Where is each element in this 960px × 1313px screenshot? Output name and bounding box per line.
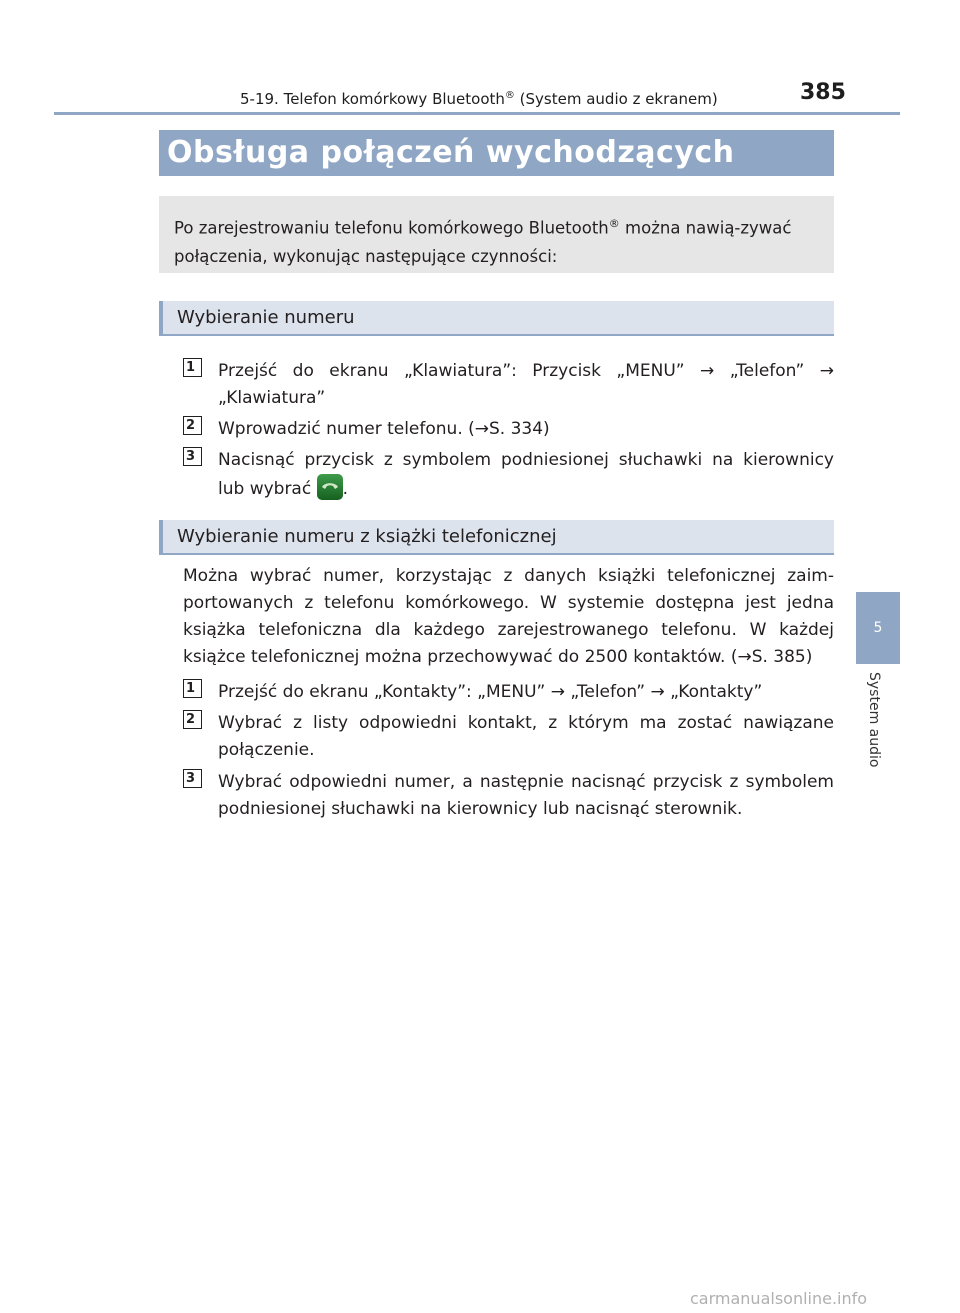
step-text: Nacisnąć przycisk z symbolem podniesionej słuchawki na kierownicy lub wybrać . bbox=[218, 450, 834, 499]
intro-box: Po zarejestrowaniu telefonu komórkowego Bluetooth® można nawią-zywać połączenia, wykonując następujące czynności: bbox=[159, 196, 834, 273]
step-item bbox=[183, 358, 834, 412]
step-item bbox=[183, 710, 834, 764]
step-text: Przejść do ekranu „Kontakty”: „MENU” → „Telefon” → „Kontakty” bbox=[218, 682, 763, 702]
step-item bbox=[183, 447, 834, 503]
step-text: Wybrać odpowiedni numer, a następnie nacisnąć przycisk z symbolem podniesionej słuchawki na kierownicy lub nacisnąć sterownik. bbox=[218, 772, 834, 819]
step-number: 1 bbox=[183, 679, 202, 698]
header-divider bbox=[54, 112, 900, 115]
section-heading: Wybieranie numeru bbox=[159, 301, 834, 336]
step-text: Przejść do ekranu „Klawiatura”: Przycisk „MENU” → „Telefon” → „Klawiatura” bbox=[218, 361, 834, 408]
step-number: 2 bbox=[183, 416, 202, 435]
watermark: carmanualsonline.info bbox=[690, 1289, 868, 1308]
step-number: 3 bbox=[183, 447, 202, 466]
step-item bbox=[183, 769, 834, 823]
page-title: Obsługa połączeń wychodzących bbox=[159, 130, 834, 176]
chapter-tab: 5 bbox=[856, 592, 900, 664]
chapter-label: System audio bbox=[866, 672, 882, 768]
step-text: Wybrać z listy odpowiedni kontakt, z którym ma zostać nawiązane połączenie. bbox=[218, 713, 834, 760]
step-item bbox=[183, 416, 834, 443]
step-number: 3 bbox=[183, 769, 202, 788]
page-number: 385 bbox=[800, 80, 846, 105]
section-paragraph: Można wybrać numer, korzystając z danych książki telefonicznej zaim-portowanych z telefonu komórkowego. W systemie dostępna jest jedna książka telefoniczna dla każdego zarejestrowanego telefonu. W każdej książce telefonicznej można przechowywać do 2500 kontaktów. (→S. 385) bbox=[183, 566, 834, 667]
section-title: 5-19. Telefon komórkowy Bluetooth® (System audio z ekranem) bbox=[240, 90, 718, 108]
step-number: 1 bbox=[183, 358, 202, 377]
section-heading: Wybieranie numeru z książki telefonicznej bbox=[159, 520, 834, 555]
phone-green-icon bbox=[317, 474, 343, 500]
step-number: 2 bbox=[183, 710, 202, 729]
step-item bbox=[183, 679, 834, 706]
step-text: Wprowadzić numer telefonu. (→S. 334) bbox=[218, 419, 550, 439]
